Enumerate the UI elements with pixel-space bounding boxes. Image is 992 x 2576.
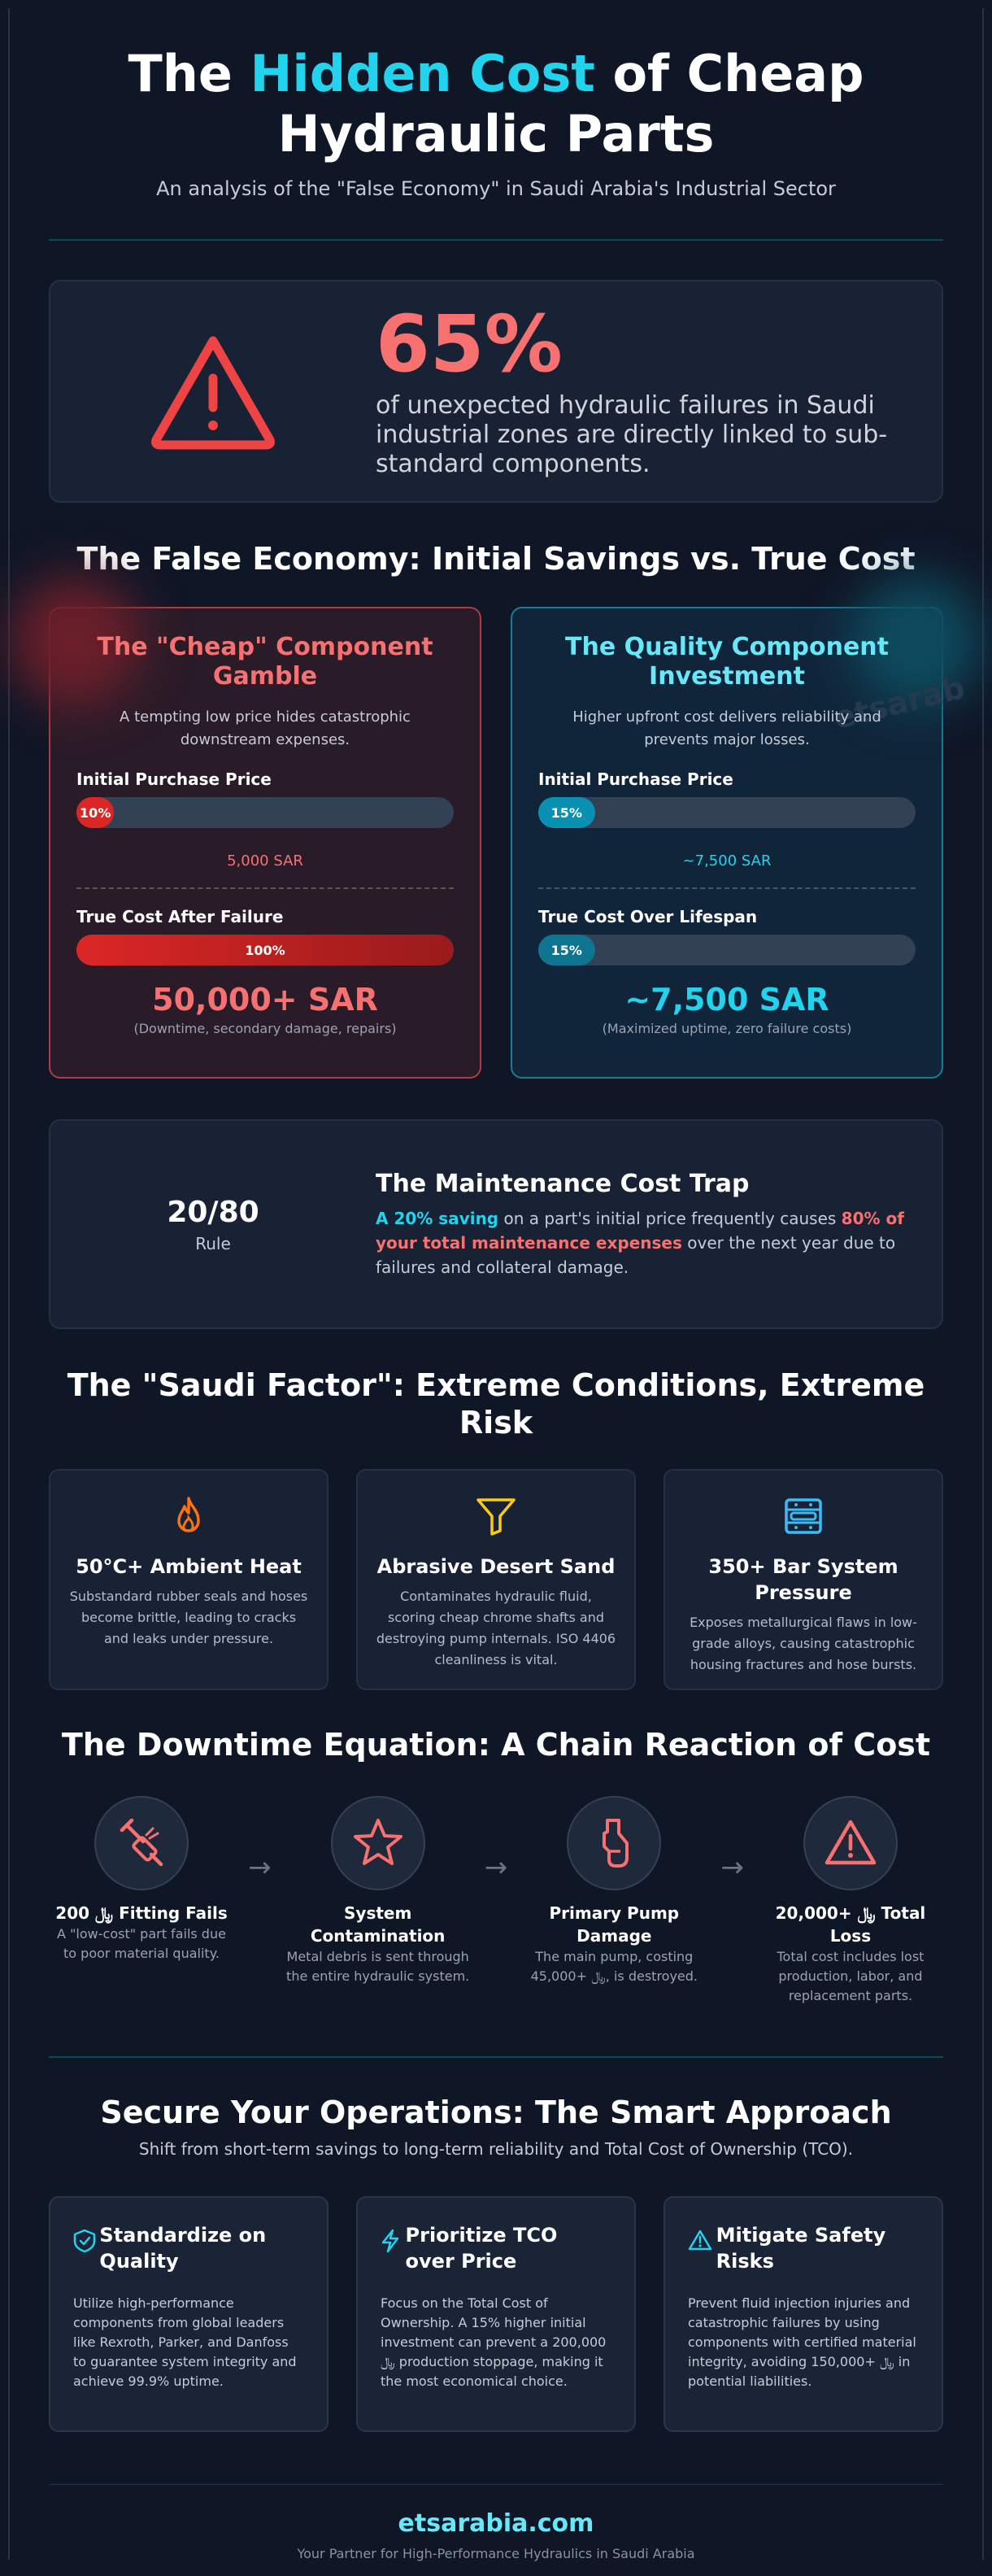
divider bbox=[49, 239, 943, 241]
title-accent: Hidden Cost bbox=[250, 44, 595, 103]
cheap-component-card bbox=[49, 607, 481, 1079]
cheap-total-note: (Downtime, secondary damage, repairs) bbox=[133, 1021, 397, 1036]
quality-true-bar-fill: 15% bbox=[538, 935, 595, 965]
chain-step-description: A "low-cost" part fails due to poor material quality. bbox=[57, 1926, 226, 1961]
quality-component-card bbox=[511, 607, 968, 1079]
chain-step bbox=[49, 1796, 234, 1964]
chain-step-title: Primary Pump Damage bbox=[549, 1903, 680, 1946]
divider bbox=[538, 887, 916, 889]
factor-description: Exposes metallurgical flaws in low-grade alloys, causing catastrophic housing fractures and hose bursts. bbox=[690, 1615, 917, 1672]
factor-description: Substandard rubber seals and hoses become brittle, leading to cracks and leaks under pressure. bbox=[69, 1589, 308, 1646]
smart-card-title: Mitigate Safety Risks bbox=[716, 2224, 886, 2273]
downtime-chain bbox=[49, 1796, 943, 2006]
hero-stat-card bbox=[49, 280, 943, 503]
smart-approach-subtitle: Shift from short-term savings to long-term reliability and Total Cost of Ownership (TCO). bbox=[138, 2139, 854, 2159]
hero-percent: 65% bbox=[376, 299, 563, 390]
divider bbox=[49, 2056, 943, 2058]
divider bbox=[49, 2484, 943, 2485]
hero-description: of unexpected hydraulic failures in Saudi industrial zones are directly linked to sub-standard components. bbox=[376, 391, 888, 478]
footer-site-link[interactable]: etsarabia.com bbox=[398, 2509, 594, 2538]
chain-step-description: The main pump, costing 45,000+ ﷼, is destroyed. bbox=[530, 1949, 698, 1984]
downtime-heading: The Downtime Equation: A Chain Reaction of Cost bbox=[61, 1727, 931, 1763]
quality-initial-bar bbox=[538, 797, 916, 828]
chain-step bbox=[285, 1796, 471, 1986]
comparison-cards bbox=[49, 607, 968, 1079]
comparison-heading: The False Economy: Initial Savings vs. True Cost bbox=[76, 541, 916, 577]
factor-title: 50°C+ Ambient Heat bbox=[76, 1555, 302, 1578]
quality-true-bar bbox=[538, 935, 916, 965]
factor-card-heat bbox=[49, 1469, 328, 1690]
smart-approach-heading: Secure Your Operations: The Smart Approach bbox=[100, 2094, 892, 2130]
quality-true-label: True Cost Over Lifespan bbox=[538, 907, 758, 926]
trap-description bbox=[376, 1206, 909, 1279]
factor-description: Contaminates hydraulic fluid, scoring cheap chrome shafts and destroying pump internals. ISO 4406 cleanliness is vital. bbox=[376, 1589, 616, 1667]
chain-step-title: 200 ﷼ Fitting Fails bbox=[55, 1903, 228, 1923]
smart-card-quality bbox=[49, 2196, 328, 2432]
quality-total-cost: ~7,500 SAR bbox=[624, 982, 829, 1018]
lightning-icon bbox=[381, 2229, 400, 2253]
quality-card-subtitle: Higher upfront cost delivers reliability and prevents major losses. bbox=[572, 708, 881, 748]
title-part2: of Cheap Hydraulic Parts bbox=[277, 44, 864, 163]
saudi-factor-heading: The "Saudi Factor": Extreme Conditions, Extreme Risk bbox=[67, 1367, 925, 1441]
trap-highlight-saving: A 20% saving bbox=[376, 1208, 499, 1228]
quality-initial-value: ~7,500 SAR bbox=[682, 852, 772, 870]
arrow-right-icon: → bbox=[484, 1851, 508, 1884]
cheap-true-bar bbox=[76, 935, 454, 965]
cheap-true-label: True Cost After Failure bbox=[76, 907, 284, 926]
factor-card-sand bbox=[356, 1469, 636, 1690]
smart-card-safety bbox=[664, 2196, 943, 2432]
broken-fitting-icon bbox=[115, 1817, 168, 1869]
smart-card-title: Prioritize TCO over Price bbox=[405, 2224, 558, 2273]
quality-card-title: The Quality Component Investment bbox=[565, 633, 889, 691]
chain-step-description: Total cost includes lost production, labor, and replacement parts. bbox=[777, 1949, 925, 2003]
smart-card-tco bbox=[356, 2196, 636, 2432]
warning-triangle-icon bbox=[823, 1818, 878, 1868]
star-icon bbox=[351, 1817, 405, 1869]
quality-total-note: (Maximized uptime, zero failure costs) bbox=[602, 1021, 852, 1036]
smart-approach-cards bbox=[49, 2196, 943, 2432]
divider bbox=[76, 887, 454, 889]
cheap-total-cost: 50,000+ SAR bbox=[152, 982, 378, 1018]
cheap-true-bar-fill: 100% bbox=[76, 935, 454, 965]
chain-step bbox=[521, 1796, 707, 1986]
title-part1: The bbox=[128, 44, 250, 103]
smart-card-description: Utilize high-performance components from global leaders like Rexroth, Parker, and Danfoss to guarantee system integrity and achieve 99.9% uptime. bbox=[73, 2295, 297, 2389]
footer-tagline: Your Partner for High-Performance Hydraulics in Saudi Arabia bbox=[297, 2546, 695, 2561]
rule-label: Rule bbox=[195, 1233, 231, 1253]
quality-initial-label: Initial Purchase Price bbox=[538, 769, 733, 789]
arrow-right-icon: → bbox=[248, 1851, 272, 1884]
pressure-gauge-icon bbox=[781, 1495, 825, 1537]
trap-text-end: over the next year due to failures and collateral damage. bbox=[376, 1232, 896, 1277]
cheap-initial-bar-fill: 10% bbox=[76, 797, 114, 828]
smart-card-title: Standardize on Quality bbox=[99, 2224, 267, 2273]
smart-card-description: Prevent fluid injection injuries and catastrophic failures by using components with certified material integrity, avoiding 150,000+ ﷼ in potential liabilities. bbox=[688, 2295, 916, 2389]
funnel-filter-icon bbox=[475, 1495, 517, 1537]
cheap-initial-value: 5,000 SAR bbox=[227, 852, 303, 870]
chain-step-title: System Contamination bbox=[310, 1903, 446, 1946]
page-subtitle: An analysis of the "False Economy" in Saudi Arabia's Industrial Sector bbox=[156, 177, 836, 200]
chain-step-description: Metal debris is sent through the entire hydraulic system. bbox=[286, 1949, 470, 1984]
cheap-card-subtitle: A tempting low price hides catastrophic downstream expenses. bbox=[120, 708, 411, 748]
warning-triangle-icon bbox=[688, 2229, 712, 2251]
smart-card-description: Focus on the Total Cost of Ownership. A 15% higher initial investment can prevent a 200,000 ﷼ production stoppage, making it the most economical choice. bbox=[381, 2295, 607, 2389]
arrow-right-icon: → bbox=[720, 1851, 744, 1884]
factor-card-pressure bbox=[664, 1469, 943, 1690]
rule-figure: 20/80 bbox=[167, 1195, 259, 1229]
page-title bbox=[49, 8, 943, 164]
pump-icon bbox=[593, 1815, 635, 1871]
chain-step-title: 20,000+ ﷼ Total Loss bbox=[775, 1903, 926, 1946]
cheap-card-title: The "Cheap" Component Gamble bbox=[97, 633, 433, 691]
watermark: etsarab bbox=[830, 669, 968, 737]
flame-icon bbox=[169, 1495, 208, 1537]
factor-title: Abrasive Desert Sand bbox=[376, 1555, 616, 1578]
cheap-initial-label: Initial Purchase Price bbox=[76, 769, 272, 789]
trap-title: The Maintenance Cost Trap bbox=[376, 1169, 750, 1198]
trap-highlight-expenses: 80% of your total maintenance expenses bbox=[376, 1208, 904, 1253]
chain-step bbox=[758, 1796, 943, 2006]
maintenance-trap-card bbox=[49, 1119, 943, 1329]
trap-text-mid: on a part's initial price frequently causes bbox=[498, 1208, 842, 1228]
warning-triangle-icon bbox=[148, 333, 278, 451]
cheap-initial-bar bbox=[76, 797, 454, 828]
factor-title: 350+ Bar System Pressure bbox=[708, 1555, 898, 1604]
infographic-page bbox=[8, 8, 984, 2560]
quality-initial-bar-fill: 15% bbox=[538, 797, 595, 828]
shield-check-icon bbox=[73, 2229, 96, 2253]
saudi-factor-cards bbox=[49, 1469, 943, 1690]
